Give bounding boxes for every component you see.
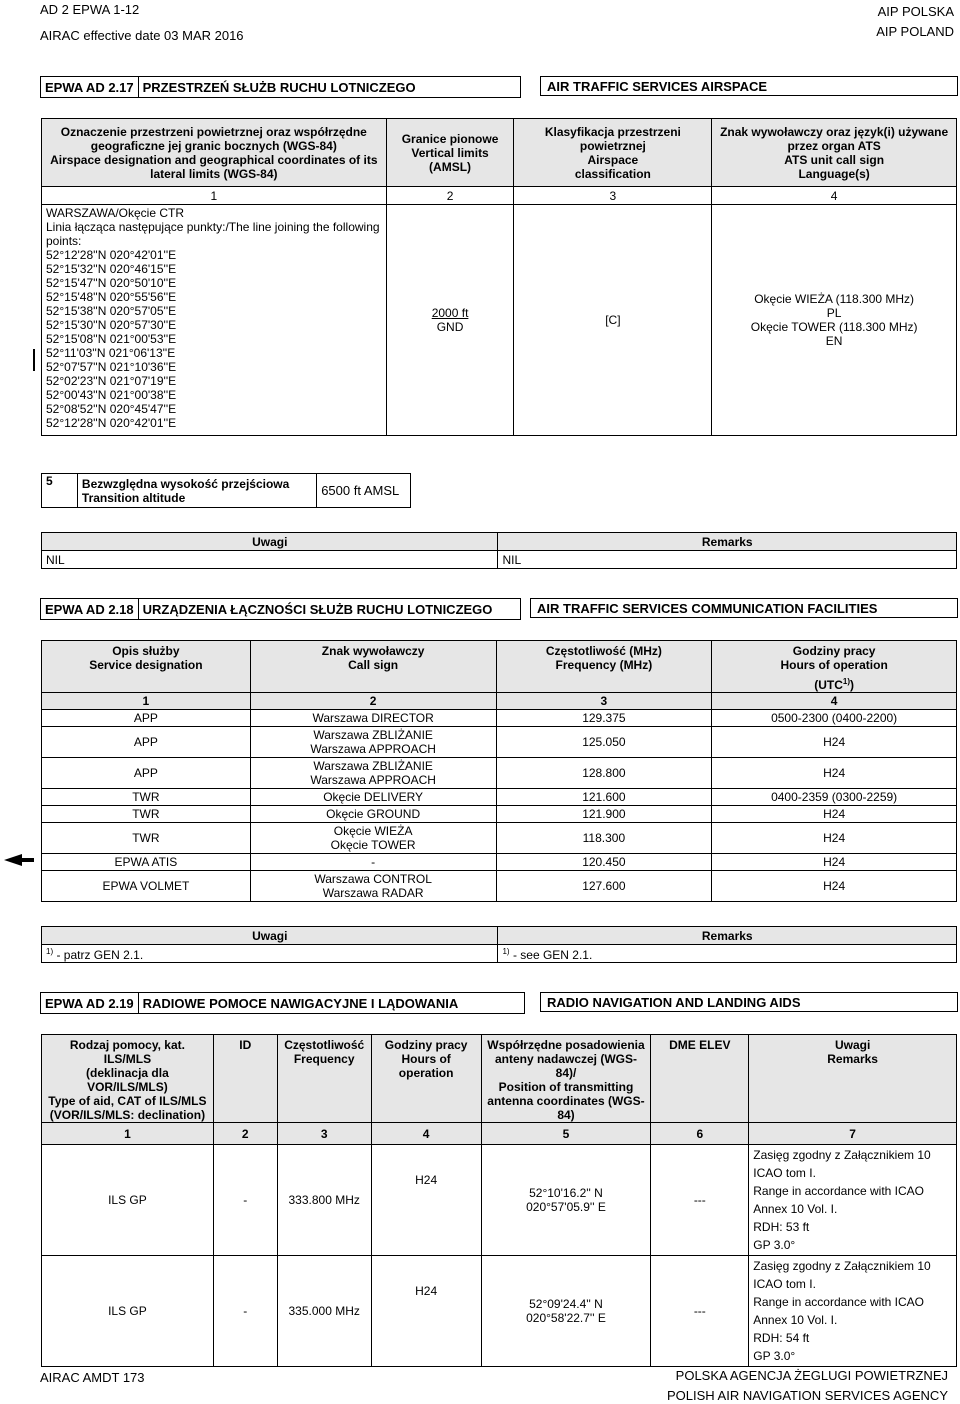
communication-table: Opis służby Service designation Znak wywoławczy Call sign Częstotliwość (MHz) Frequency (MHz) Godziny pracy Hours of operation (UTC$^{1)}$) 1 2 3 4 APP Warszawa DIRECTOR 129.375 0500-2300 (0400-2200) APP Warszawa ZBLIŻANIE Warszawa APPROACH 125.050 H24 APP Warszawa ZBLIŻANIE Warszawa APPROACH 128.800 H24 TWR Okęcie DELIVERY 121.600 0400-2359 (0300-2259) TWR Okęcie GROUND 121.900 H24 TWR Okęcie WIEŻA Okęcie TOWER 118.300 H24 EPWA ATIS - 120.450 H24 EPWA VOLMET Warszawa CONTROL Warszawa RADAR 127.600 H24 (41, 640, 957, 902)
table-row: TWR Okęcie WIEŻA Okęcie TOWER 118.300 H24 (42, 823, 957, 854)
section-title-en: AIR TRAFFIC SERVICES COMMUNICATION FACILITIES (530, 598, 958, 618)
coordinate-list: 52°12'28''N 020°42'01''E 52°15'32''N 020°46'15''E 52°15'47''N 020°50'10''E 52°15'48''N 020°55'56''E 52°15'38''N 020°57'05''E 52°15'30''N 020°57'30''E 52°15'08''N 021°00'53''E 52°11'03''N 021°06'13''E 52°07'57''N 021°10'36''E 52°02'23''N 021°07'19''E 52°00'43''N 021°00'38''E 52°08'52''N 020°45'47''E 52°12'28''N 020°42'01''E (46, 248, 177, 430)
section-number: EPWA AD 2.17 (41, 77, 139, 97)
transition-altitude-table: 5 Bezwzględna wysokość przejściowa Transition altitude 6500 ft AMSL (41, 473, 411, 508)
classification-cell: [C] (514, 205, 712, 436)
col-header-designation: Oznaczenie przestrzeni powietrznej oraz współrzędne geograficzne jej granic bocznych (WGS-84) Airspace designation and geographical coordinates of its lateral limits (WGS-84) (42, 119, 387, 187)
table-row: ILS GP - 333.800 MHz H24 52°10'16.2'' N 020°57'05.9'' E --- Zasięg zgodny z Załącznikiem 10 ICAO tom I. Range in accordance with ICAO Annex 10 Vol. I. RDH: 53 ft GP 3.0° (42, 1145, 957, 1256)
table-row: EPWA ATIS - 120.450 H24 (42, 854, 957, 871)
col-header-callsign: Znak wywoławczy oraz język(i) używane przez organ ATS ATS unit call sign Language(s) (712, 119, 957, 187)
column-numbers: 1 2 3 4 (42, 693, 957, 710)
table-row: APP Warszawa ZBLIŻANIE Warszawa APPROACH 128.800 H24 (42, 758, 957, 789)
agency-name-pl: POLSKA AGENCJA ŻEGLUGI POWIETRZNEJ (675, 1368, 948, 1383)
callsign-cell: Okęcie WIEŻA (118.300 MHz) PL Okęcie TOWER (118.300 MHz) EN (712, 205, 957, 436)
column-numbers: 1 2 3 4 5 6 7 (42, 1123, 957, 1145)
table-row: TWR Okęcie GROUND 121.900 H24 (42, 806, 957, 823)
col-header-vertical: Granice pionowe Vertical limits (AMSL) (386, 119, 514, 187)
section-title-en: RADIO NAVIGATION AND LANDING AIDS (540, 992, 958, 1012)
vertical-limits-cell: 2000 ft GND (386, 205, 514, 436)
remarks-table-2-17: Uwagi Remarks NIL NIL (41, 532, 957, 569)
col-header-class: Klasyfikacja przestrzeni powietrznej Airspace classification (514, 119, 712, 187)
aip-name-pl: AIP POLSKA (877, 4, 954, 19)
page-id: AD 2 EPWA 1-12 (40, 2, 140, 17)
section-title-en: AIR TRAFFIC SERVICES AIRSPACE (540, 76, 958, 96)
aip-name-en: AIP POLAND (876, 24, 954, 39)
section-title-pl: RADIOWE POMOCE NAWIGACYJNE I LĄDOWANIA (142, 995, 459, 1011)
change-arrow-icon (4, 852, 34, 868)
table-row: TWR Okęcie DELIVERY 121.600 0400-2359 (0300-2259) (42, 789, 957, 806)
section-number: EPWA AD 2.19 (41, 993, 139, 1013)
airspace-table (41, 118, 957, 436)
transition-value: 6500 ft AMSL (317, 474, 411, 508)
table-row: ILS GP - 335.000 MHz H24 52°09'24.4'' N 020°58'22.7'' E --- Zasięg zgodny z Załącznikiem 10 ICAO tom I. Range in accordance with ICAO Annex 10 Vol. I. RDH: 54 ft GP 3.0° (42, 1256, 957, 1367)
section-2-17-title (40, 76, 521, 98)
section-title-pl: PRZESTRZEŃ SŁUŻB RUCHU LOTNICZEGO (142, 79, 416, 95)
table-row: APP Warszawa ZBLIŻANIE Warszawa APPROACH 125.050 H24 (42, 727, 957, 758)
agency-name-en: POLISH AIR NAVIGATION SERVICES AGENCY (666, 1388, 948, 1403)
remarks-table-2-18: Uwagi Remarks $^{1)}$ - patrz GEN 2.1. $^{1)}$ - see GEN 2.1. (41, 926, 957, 963)
table-row: APP Warszawa DIRECTOR 129.375 0500-2300 (0400-2200) (42, 710, 957, 727)
section-title-pl: URZĄDZENIA ŁĄCZNOŚCI SŁUŻB RUCHU LOTNICZEGO (142, 601, 493, 617)
airac-amendment: AIRAC AMDT 173 (40, 1370, 145, 1385)
designation-cell: WARSZAWA/Okęcie CTR Linia łącząca następujące punkty:/The line joining the following points: 52°12'28''N 020°42'01''E 52°15'32''N 020°46'15''E 52°15'47''N 020°50'10''E 52°15'48''N 020°55'56''E 52°15'38''N 020°57'05''E 52°15'30''N 020°57'30''E 52°15'08''N 021°00'53''E 52°11'03''N 021°06'13''E 52°07'57''N 021°10'36''E 52°02'23''N 021°07'19''E 52°00'43''N 021°00'38''E 52°08'52''N 020°45'47''E 52°12'28''N 020°42'01''E (42, 205, 387, 436)
navaids-table: Rodzaj pomocy, kat. ILS/MLS (deklinacja dla VOR/ILS/MLS) Type of aid, CAT of ILS/MLS (VOR/ILS/MLS: declination) ID Częstotliwość Frequency Godziny pracy Hours of operation Współrzędne posadowienia anteny nadawczej (WGS-84)/ Position of transmitting antenna coordinates (WGS-84) DME ELEV Uwagi Remarks 1 2 3 4 5 6 7 ILS GP - 333.800 MHz H24 52°10'16.2'' N 020°57'05.9'' E --- Zasięg zgodny z Załącznikiem 10 ICAO tom I. Range in accordance with ICAO Annex 10 Vol. I. RDH: 53 ft GP 3.0° ILS GP - 335.000 MHz H24 52°09'24.4'' N 020°58'22.7'' E --- Zasięg zgodny z Załącznikiem 10 ICAO tom I. Range in accordance with ICAO Annex 10 Vol. I. RDH: 54 ft GP 3.0° (41, 1034, 957, 1367)
change-bar (33, 349, 35, 371)
section-number: EPWA AD 2.18 (41, 599, 139, 619)
table-row: EPWA VOLMET Warszawa CONTROL Warszawa RADAR 127.600 H24 (42, 871, 957, 902)
section-2-19-title (40, 992, 525, 1014)
table-row (42, 205, 957, 436)
section-2-18-title (40, 598, 521, 620)
column-numbers: 1 2 3 4 (42, 187, 957, 205)
airac-effective-date: AIRAC effective date 03 MAR 2016 (40, 28, 244, 43)
designation: WARSZAWA/Okęcie CTR (46, 206, 185, 220)
